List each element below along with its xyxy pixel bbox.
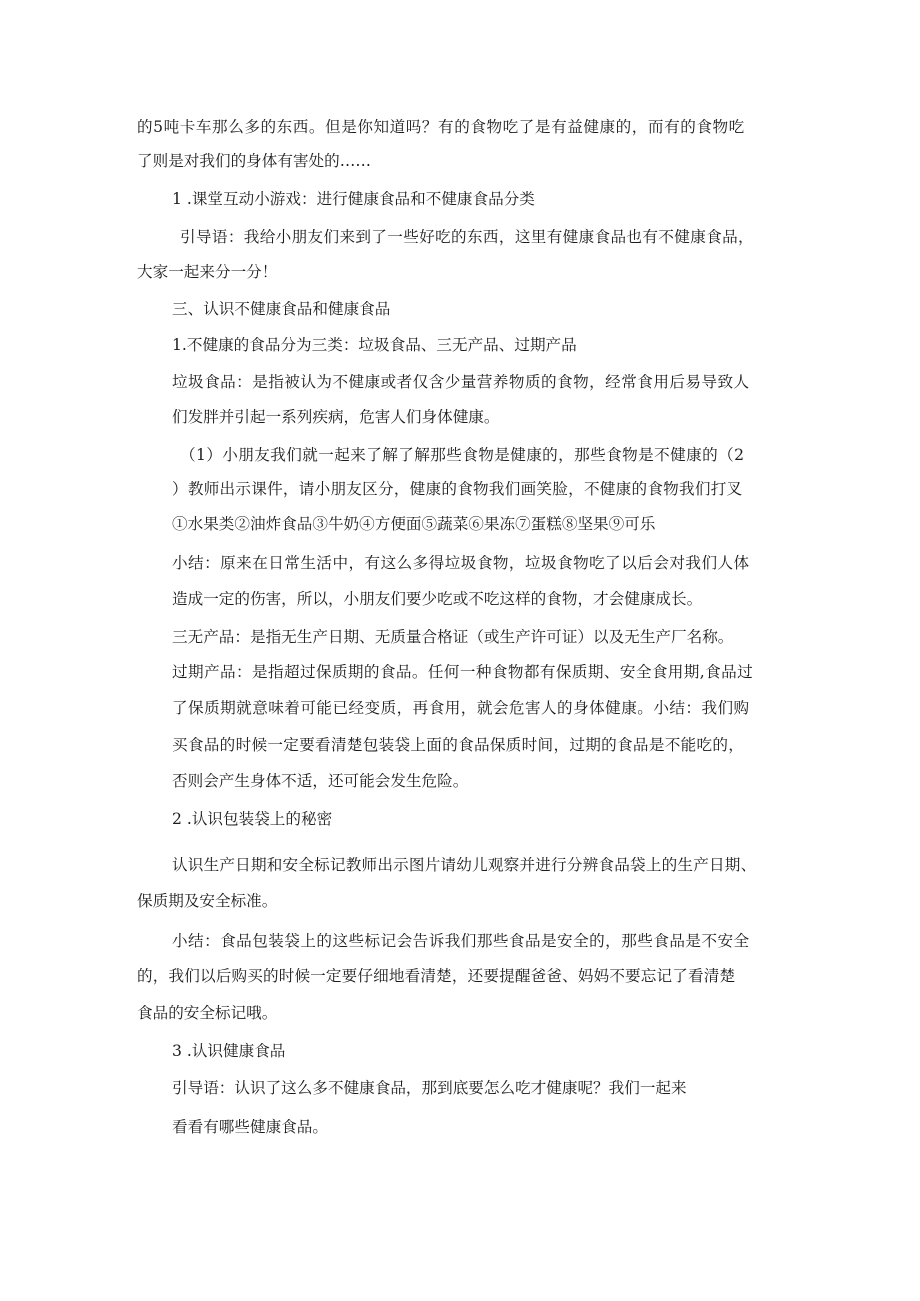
text-line: 引导语：认识了这么多不健康食品，那到底要怎么吃才健康呢？我们一起来 [172, 1079, 687, 1097]
text-line: 否则会产生身体不适，还可能会发生危险。 [172, 772, 469, 790]
text-line: 垃圾食品：是指被认为不健康或者仅含少量营养物质的食物，经常食用后易导致人 [172, 373, 750, 391]
text-line: 小结：原来在日常生活中，有这么多得垃圾食物，垃圾食物吃了以后会对我们人体 [172, 554, 750, 572]
text-line: 认识生产日期和安全标记教师出示图片请幼儿观察并进行分辨食品袋上的生产日期、 [172, 856, 757, 874]
text-line: 造成一定的伤害，所以，小朋友们要少吃或不吃这样的食物，才会健康成长。 [172, 590, 703, 608]
text-line: 1.不健康的食品分为三类：垃圾食品、三无产品、过期产品 [172, 336, 577, 354]
text-line: 2 .认识包装袋上的秘密 [172, 810, 333, 828]
text-line: 了则是对我们的身体有害处的…… [137, 152, 371, 170]
text-line: 三无产品：是指无生产日期、无质量合格证（或生产许可证）以及无生产厂名称。 [172, 628, 734, 646]
text-line: 三、认识不健康食品和健康食品 [172, 300, 391, 318]
text-line: 们发胖并引起一系列疾病，危害人们身体健康。 [172, 408, 500, 426]
text-line: 引导语：我给小朋友们来到了一些好吃的东西，这里有健康食品也有不健康食品， [180, 228, 754, 246]
text-line: ）教师出示课件，请小朋友区分，健康的食物我们画笑脸，不健康的食物我们打叉 [172, 480, 743, 498]
text-line: 的5吨卡车那么多的东西。但是你知道吗？有的食物吃了是有益健康的，而有的食物吃 [137, 118, 745, 136]
text-line: 大家一起来分一分！ [137, 263, 278, 281]
text-line: ①水果类②油炸食品③牛奶④方便面⑤蔬菜⑥果冻⑦蛋糕⑧坚果⑨可乐 [172, 515, 656, 533]
text-line: 1 .课堂互动小游戏：进行健康食品和不健康食品分类 [172, 190, 535, 208]
text-line: 过期产品：是指超过保质期的食品。任何一种食物都有保质期、安全食用期,食品过 [172, 663, 754, 681]
text-line: 的，我们以后购买的时候一定要仔细地看清楚，还要提醒爸爸、妈妈不要忘记了看清楚 [137, 967, 736, 985]
text-line: 小结：食品包装袋上的这些标记会告诉我们那些食品是安全的，那些食品是不安全 [172, 932, 750, 950]
text-line: （1）小朋友我们就一起来了解了解那些食物是健康的，那些食物是不健康的（2 [180, 446, 745, 464]
text-line: 3 .认识健康食品 [172, 1042, 286, 1060]
text-line: 食品的安全标记哦。 [137, 1004, 278, 1022]
text-line: 保质期及安全标准。 [137, 892, 278, 910]
text-line: 了保质期就意味着可能已经变质，再食用，就会危害人的身体健康。小结：我们购 [172, 699, 750, 717]
text-line: 看看有哪些健康食品。 [172, 1118, 328, 1136]
text-line: 买食品的时候一定要看清楚包装袋上面的食品保质时间，过期的食品是不能吃的， [172, 736, 745, 754]
